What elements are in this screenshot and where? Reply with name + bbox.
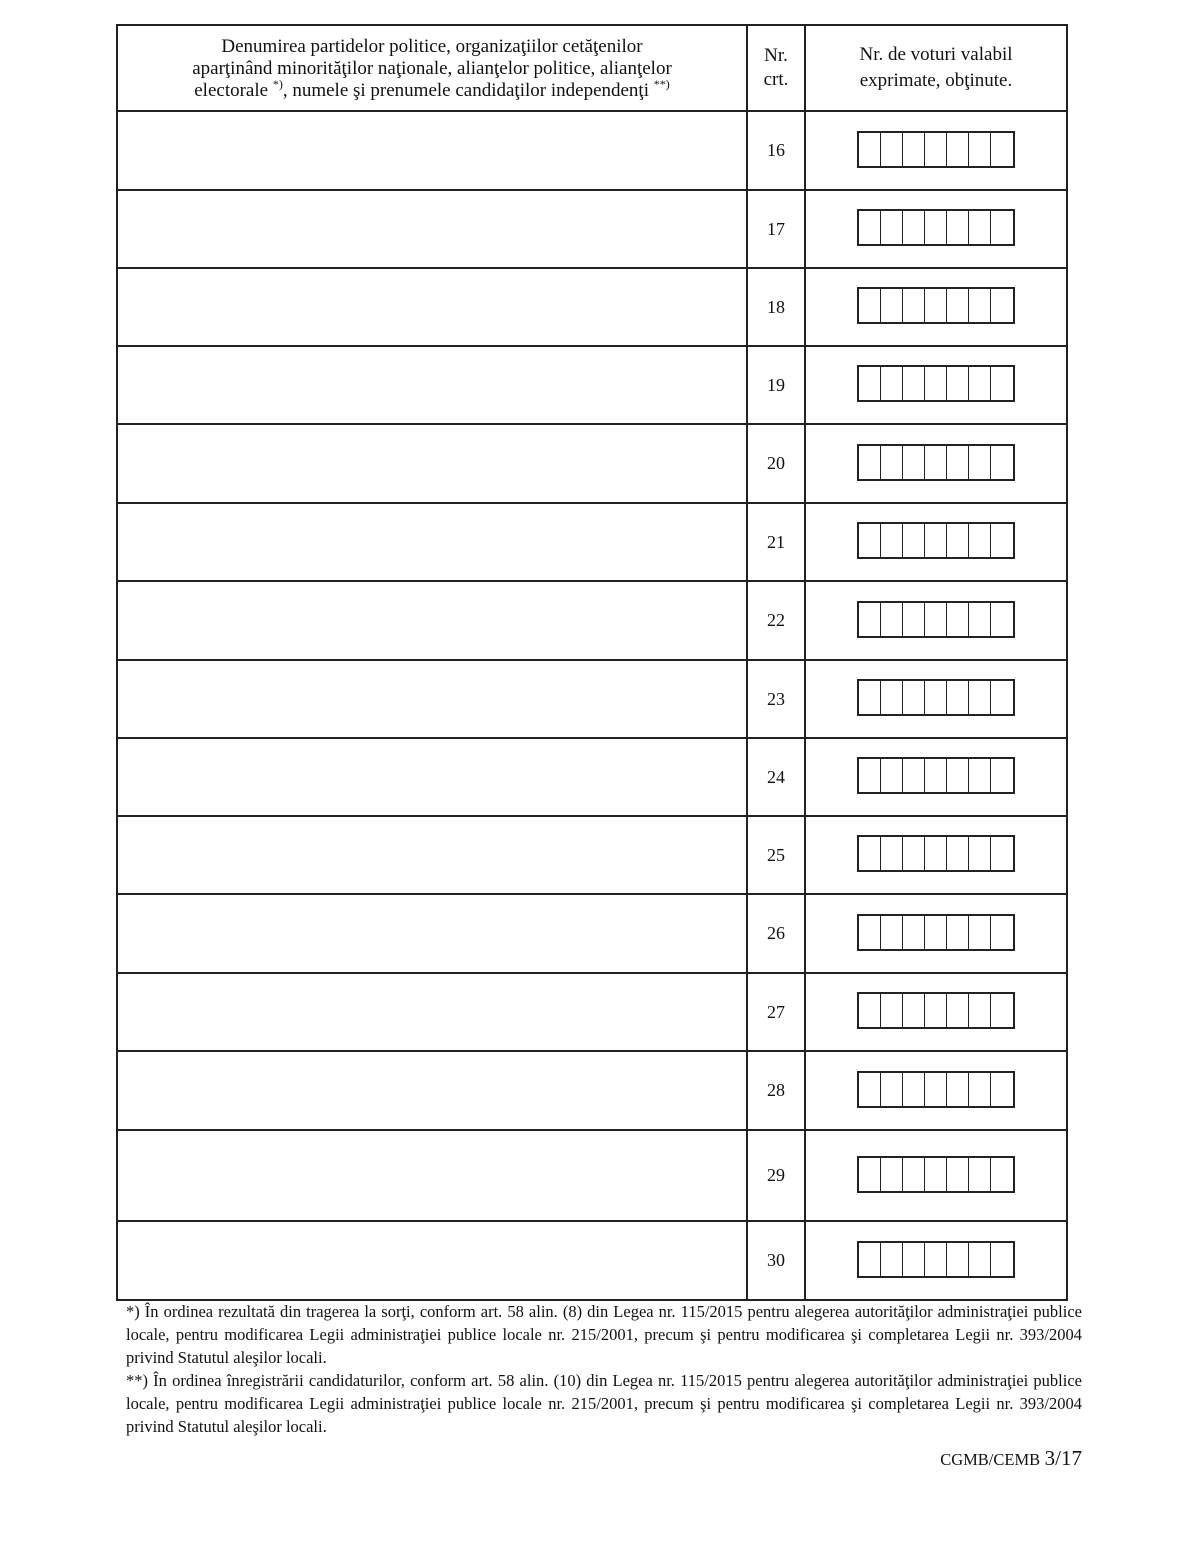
digit-box[interactable] — [859, 1073, 881, 1106]
vote-digit-boxes[interactable] — [857, 131, 1015, 168]
digit-box[interactable] — [947, 681, 969, 714]
digit-box[interactable] — [991, 603, 1013, 636]
table-row — [117, 660, 1067, 738]
digit-box[interactable] — [903, 837, 925, 870]
digit-box[interactable] — [881, 133, 903, 166]
digit-box[interactable] — [969, 446, 991, 479]
votes-cell — [805, 503, 1067, 581]
digit-box[interactable] — [881, 524, 903, 557]
votes-cell — [805, 346, 1067, 424]
digit-box[interactable] — [859, 524, 881, 557]
digit-box[interactable] — [991, 211, 1013, 244]
digit-box[interactable] — [881, 211, 903, 244]
digit-box[interactable] — [859, 1243, 881, 1276]
digit-box[interactable] — [859, 367, 881, 400]
header-nr-column — [747, 25, 805, 111]
table-row — [117, 190, 1067, 268]
row-number-cell: 21 — [747, 503, 805, 581]
digit-box[interactable] — [947, 367, 969, 400]
digit-box[interactable] — [925, 446, 947, 479]
digit-box[interactable] — [859, 759, 881, 792]
digit-box[interactable] — [947, 603, 969, 636]
digit-box[interactable] — [991, 759, 1013, 792]
digit-box[interactable] — [925, 133, 947, 166]
votes-cell — [805, 1130, 1067, 1221]
digit-box[interactable] — [947, 1158, 969, 1191]
votes-cell — [805, 190, 1067, 268]
votes-cell — [805, 660, 1067, 738]
row-number-cell: 17 — [747, 190, 805, 268]
digit-box[interactable] — [925, 759, 947, 792]
footnote-2: **) În ordinea înregistrării candidaturilor, conform art. 58 alin. (10) din Legea nr. 115/2015 pentru alegerea autorităţilor administraţiei publice locale, pentru modificarea Legii administraţiei publice locale nr. 215/2001, precum şi pentru modificarea şi completarea Legii nr. 393/2004 privind Statutul aleşilor locali. — [126, 1371, 1082, 1436]
digit-box[interactable] — [903, 289, 925, 322]
row-number-cell: 22 — [747, 581, 805, 660]
table-row — [117, 503, 1067, 581]
party-name-cell[interactable] — [117, 581, 747, 660]
digit-box[interactable] — [991, 367, 1013, 400]
vote-digit-boxes[interactable] — [857, 1156, 1015, 1193]
vote-digit-boxes[interactable] — [857, 992, 1015, 1029]
vote-digit-boxes[interactable] — [857, 1241, 1015, 1278]
digit-box[interactable] — [991, 916, 1013, 949]
results-table — [116, 24, 1068, 1301]
digit-box[interactable] — [903, 603, 925, 636]
party-name-cell[interactable] — [117, 190, 747, 268]
digit-box[interactable] — [925, 994, 947, 1027]
party-name-cell[interactable] — [117, 268, 747, 346]
digit-box[interactable] — [925, 1158, 947, 1191]
digit-box[interactable] — [903, 916, 925, 949]
header-name-line1: Denumirea partidelor politice, organizaţiilor cetăţenilor — [221, 36, 643, 57]
digit-box[interactable] — [859, 211, 881, 244]
header-nr-line1: Nr. — [764, 45, 788, 66]
digit-box[interactable] — [991, 994, 1013, 1027]
digit-box[interactable] — [969, 211, 991, 244]
digit-box[interactable] — [969, 1243, 991, 1276]
digit-box[interactable] — [881, 916, 903, 949]
digit-box[interactable] — [881, 681, 903, 714]
digit-box[interactable] — [881, 837, 903, 870]
digit-box[interactable] — [969, 1158, 991, 1191]
votes-cell — [805, 1051, 1067, 1130]
digit-box[interactable] — [903, 211, 925, 244]
digit-box[interactable] — [859, 916, 881, 949]
digit-box[interactable] — [881, 289, 903, 322]
vote-digit-boxes[interactable] — [857, 1071, 1015, 1108]
row-number-cell: 25 — [747, 816, 805, 894]
digit-box[interactable] — [925, 367, 947, 400]
digit-box[interactable] — [969, 603, 991, 636]
row-number-cell: 30 — [747, 1221, 805, 1300]
digit-box[interactable] — [903, 1158, 925, 1191]
votes-cell — [805, 424, 1067, 503]
header-votes-column — [805, 25, 1067, 111]
digit-box[interactable] — [881, 1158, 903, 1191]
digit-box[interactable] — [859, 837, 881, 870]
vote-digit-boxes[interactable] — [857, 757, 1015, 794]
digit-box[interactable] — [969, 759, 991, 792]
party-name-cell[interactable] — [117, 973, 747, 1051]
digit-box[interactable] — [903, 133, 925, 166]
digit-box[interactable] — [947, 1243, 969, 1276]
party-name-cell[interactable] — [117, 660, 747, 738]
digit-box[interactable] — [991, 1243, 1013, 1276]
table-row — [117, 816, 1067, 894]
footnote-marker-1: *) — [272, 77, 283, 91]
digit-box[interactable] — [881, 1243, 903, 1276]
table-row — [117, 1051, 1067, 1130]
votes-cell — [805, 973, 1067, 1051]
table-row — [117, 111, 1067, 190]
row-number-cell: 27 — [747, 973, 805, 1051]
party-name-cell[interactable] — [117, 503, 747, 581]
page-number: 3/17 — [1044, 1446, 1082, 1470]
vote-digit-boxes[interactable] — [857, 914, 1015, 951]
digit-box[interactable] — [947, 524, 969, 557]
digit-box[interactable] — [969, 133, 991, 166]
vote-digit-boxes[interactable] — [857, 444, 1015, 481]
digit-box[interactable] — [903, 367, 925, 400]
digit-box[interactable] — [925, 524, 947, 557]
vote-digit-boxes[interactable] — [857, 679, 1015, 716]
digit-box[interactable] — [925, 837, 947, 870]
header-name-column — [117, 25, 747, 111]
party-name-cell[interactable] — [117, 346, 747, 424]
page-reference — [900, 1446, 1082, 1471]
digit-box[interactable] — [991, 289, 1013, 322]
row-number-cell: 18 — [747, 268, 805, 346]
digit-box[interactable] — [859, 603, 881, 636]
vote-digit-boxes[interactable] — [857, 601, 1015, 638]
digit-box[interactable] — [969, 681, 991, 714]
digit-box[interactable] — [881, 446, 903, 479]
digit-box[interactable] — [903, 446, 925, 479]
votes-cell — [805, 111, 1067, 190]
digit-box[interactable] — [947, 994, 969, 1027]
table-row — [117, 738, 1067, 816]
table-header-row — [117, 25, 1067, 111]
party-name-cell[interactable] — [117, 738, 747, 816]
digit-box[interactable] — [881, 603, 903, 636]
digit-box[interactable] — [947, 759, 969, 792]
vote-digit-boxes[interactable] — [857, 287, 1015, 324]
row-number-cell: 24 — [747, 738, 805, 816]
digit-box[interactable] — [991, 133, 1013, 166]
digit-box[interactable] — [947, 289, 969, 322]
digit-box[interactable] — [859, 289, 881, 322]
digit-box[interactable] — [925, 289, 947, 322]
votes-cell — [805, 894, 1067, 973]
header-name-line2: aparţinând minorităţilor naţionale, alianţelor politice, alianţelor — [192, 58, 672, 79]
row-number-cell: 23 — [747, 660, 805, 738]
vote-digit-boxes[interactable] — [857, 835, 1015, 872]
votes-cell — [805, 268, 1067, 346]
digit-box[interactable] — [903, 1073, 925, 1106]
digit-box[interactable] — [947, 916, 969, 949]
digit-box[interactable] — [881, 367, 903, 400]
digit-box[interactable] — [925, 603, 947, 636]
row-number-cell: 16 — [747, 111, 805, 190]
party-name-cell[interactable] — [117, 1130, 747, 1221]
party-name-cell[interactable] — [117, 111, 747, 190]
digit-box[interactable] — [969, 1073, 991, 1106]
party-name-cell[interactable] — [117, 894, 747, 973]
table-row — [117, 424, 1067, 503]
digit-box[interactable] — [925, 681, 947, 714]
table-row — [117, 581, 1067, 660]
digit-box[interactable] — [859, 133, 881, 166]
digit-box[interactable] — [969, 367, 991, 400]
votes-cell — [805, 1221, 1067, 1300]
table-row — [117, 268, 1067, 346]
digit-box[interactable] — [991, 524, 1013, 557]
digit-box[interactable] — [903, 994, 925, 1027]
digit-box[interactable] — [991, 1158, 1013, 1191]
vote-digit-boxes[interactable] — [857, 522, 1015, 559]
digit-box[interactable] — [991, 681, 1013, 714]
row-number-cell: 29 — [747, 1130, 805, 1221]
table-body — [117, 111, 1067, 1300]
votes-cell — [805, 581, 1067, 660]
vote-digit-boxes[interactable] — [857, 209, 1015, 246]
digit-box[interactable] — [969, 524, 991, 557]
digit-box[interactable] — [947, 446, 969, 479]
digit-box[interactable] — [991, 1073, 1013, 1106]
digit-box[interactable] — [859, 681, 881, 714]
party-name-cell[interactable] — [117, 1221, 747, 1300]
table-row — [117, 894, 1067, 973]
footnotes — [126, 1300, 1082, 1438]
digit-box[interactable] — [991, 837, 1013, 870]
row-number-cell: 20 — [747, 424, 805, 503]
table-row — [117, 346, 1067, 424]
digit-box[interactable] — [859, 446, 881, 479]
table-row — [117, 1130, 1067, 1221]
digit-box[interactable] — [903, 524, 925, 557]
form-code: CGMB/CEMB — [940, 1450, 1041, 1469]
digit-box[interactable] — [881, 1073, 903, 1106]
digit-box[interactable] — [925, 916, 947, 949]
table-row — [117, 1221, 1067, 1300]
digit-box[interactable] — [881, 994, 903, 1027]
digit-box[interactable] — [881, 759, 903, 792]
digit-box[interactable] — [969, 289, 991, 322]
party-name-cell[interactable] — [117, 816, 747, 894]
digit-box[interactable] — [947, 211, 969, 244]
digit-box[interactable] — [925, 1243, 947, 1276]
row-number-cell: 26 — [747, 894, 805, 973]
digit-box[interactable] — [903, 681, 925, 714]
row-number-cell: 19 — [747, 346, 805, 424]
header-votes-line2: exprimate, obţinute. — [859, 70, 1013, 91]
digit-box[interactable] — [859, 1158, 881, 1191]
vote-digit-boxes[interactable] — [857, 365, 1015, 402]
row-number-cell: 28 — [747, 1051, 805, 1130]
digit-box[interactable] — [947, 837, 969, 870]
digit-box[interactable] — [991, 446, 1013, 479]
digit-box[interactable] — [925, 1073, 947, 1106]
digit-box[interactable] — [859, 994, 881, 1027]
digit-box[interactable] — [969, 837, 991, 870]
party-name-cell[interactable] — [117, 1051, 747, 1130]
party-name-cell[interactable] — [117, 424, 747, 503]
digit-box[interactable] — [903, 1243, 925, 1276]
table-row — [117, 973, 1067, 1051]
digit-box[interactable] — [969, 994, 991, 1027]
footnote-1: *) În ordinea rezultată din tragerea la sorţi, conform art. 58 alin. (8) din Legea nr. 115/2015 pentru alegerea autorităţilor administraţiei publice locale, pentru modificarea Legii administraţiei publice locale nr. 215/2001, precum şi pentru modificarea şi completarea Legii nr. 393/2004 privind Statutul aleşilor locali. — [126, 1302, 1082, 1367]
digit-box[interactable] — [969, 916, 991, 949]
digit-box[interactable] — [903, 759, 925, 792]
header-nr-line2: crt. — [763, 69, 789, 90]
digit-box[interactable] — [947, 133, 969, 166]
votes-cell — [805, 816, 1067, 894]
votes-cell — [805, 738, 1067, 816]
header-name-line3a: electorale — [194, 80, 273, 101]
header-name-line3b: , numele şi prenumele candidaţilor independenţi — [282, 80, 654, 101]
header-votes-line1: Nr. de voturi valabil — [859, 44, 1013, 65]
footnote-marker-2: **) — [653, 77, 670, 91]
digit-box[interactable] — [925, 211, 947, 244]
digit-box[interactable] — [947, 1073, 969, 1106]
